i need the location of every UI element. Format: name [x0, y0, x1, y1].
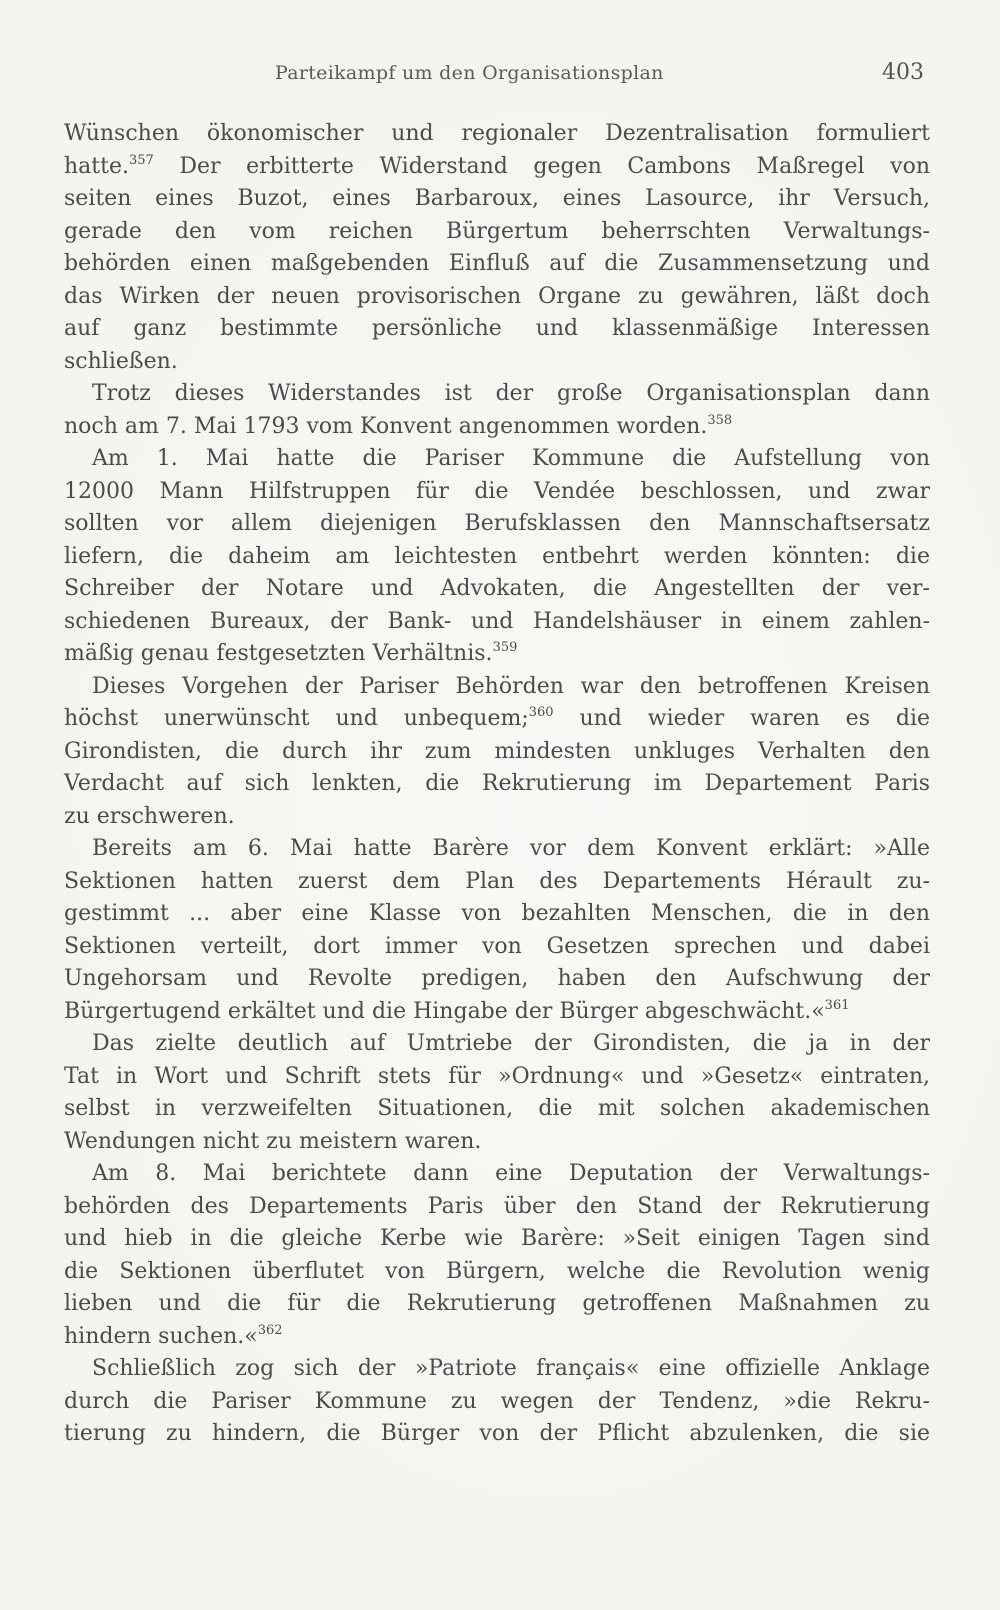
line-text: Schließlich zog sich der »Patriote français« eine offizielle Anklage [92, 1356, 930, 1381]
footnote-marker: 359 [492, 640, 518, 655]
text-line [64, 671, 930, 704]
text-line [64, 1223, 930, 1256]
line-text: lieben und die für die Rekrutierung getroffenen Maßnahmen zu [64, 1291, 930, 1316]
text-line [64, 1191, 930, 1224]
line-text: durch die Pariser Kommune zu wegen der Tendenz, »die Rekru- [64, 1388, 930, 1414]
text-line [64, 151, 930, 184]
text-line [64, 833, 930, 866]
text-line [64, 541, 930, 574]
running-title: Parteikampf um den Organisationsplan [275, 62, 664, 84]
text-line [64, 1418, 930, 1451]
text-line [64, 216, 930, 249]
text-line [64, 866, 930, 899]
text-line [64, 1093, 930, 1126]
text-line [64, 248, 930, 281]
text-line [64, 1256, 930, 1289]
text-line [64, 313, 930, 346]
line-text: Bürgertugend erkältet und die Hingabe der Bürger abgeschwächt.« [64, 998, 825, 1024]
text-line [64, 443, 930, 476]
line-text: Das zielte deutlich auf Umtriebe der Girondisten, die ja in der [92, 1031, 930, 1056]
line-text: hindern suchen.« [64, 1323, 258, 1349]
page-number: 403 [882, 60, 924, 85]
text-line [64, 931, 930, 964]
line-text: höchst unerwünscht und unbequem; [64, 706, 529, 731]
text-line [64, 411, 930, 444]
line-text: Tat in Wort und Schrift stets für »Ordnung« und »Gesetz« eintraten, [64, 1063, 930, 1089]
line-text: Trotz dieses Widerstandes ist der große Organisationsplan dann [92, 381, 930, 406]
line-text: Wendungen nicht zu meistern waren. [64, 1128, 482, 1154]
line-text: Wünschen ökonomischer und regionaler Dezentralisation formuliert [64, 121, 930, 146]
text-line [64, 1061, 930, 1094]
text-line [64, 736, 930, 769]
text-line [64, 638, 930, 671]
text-line [64, 1353, 930, 1386]
text-line [64, 573, 930, 606]
text-line [64, 476, 930, 509]
line-text: liefern, die daheim am leichtesten entbehrt werden könnten: die [64, 543, 930, 569]
line-text: mäßig genau festgesetzten Verhältnis. [64, 641, 493, 666]
line-text: noch am 7. Mai 1793 vom Konvent angenommen worden. [64, 413, 708, 439]
text-line [64, 606, 930, 639]
text-line [64, 346, 930, 379]
line-text: Bereits am 6. Mai hatte Barère vor dem Konvent erklärt: »Alle [92, 836, 930, 861]
line-text: sollten vor allem diejenigen Berufsklassen den Mannschaftsersatz [64, 511, 930, 536]
line-text: zu erschweren. [64, 803, 235, 829]
running-header [0, 62, 1000, 92]
text-line [64, 703, 930, 736]
line-text: Am 1. Mai hatte die Pariser Kommune die Aufstellung von [92, 446, 930, 471]
text-line [64, 1028, 930, 1061]
text-line [64, 118, 930, 151]
line-text: Schreiber der Notare und Advokaten, die Angestellten der ver- [64, 576, 930, 601]
line-text-continued: und wieder waren es die [553, 706, 930, 731]
text-line [64, 508, 930, 541]
line-text: Verdacht auf sich lenkten, die Rekrutierung im Departement Paris [64, 771, 930, 796]
line-text: gestimmt ... aber eine Klasse von bezahlten Menschen, die in den [64, 901, 930, 926]
text-line [64, 1386, 930, 1419]
line-text: gerade den vom reichen Bürgertum beherrschten Verwaltungs- [64, 218, 930, 244]
text-line [64, 768, 930, 801]
footnote-marker: 361 [824, 997, 850, 1013]
text-line [64, 996, 930, 1029]
line-text: auf ganz bestimmte persönliche und klassenmäßige Interessen [64, 316, 930, 341]
line-text: Sektionen hatten zuerst dem Plan des Departements Hérault zu- [64, 868, 930, 894]
footnote-marker: 358 [707, 412, 733, 428]
text-line [64, 898, 930, 931]
line-text: schließen. [64, 348, 178, 374]
text-line [64, 963, 930, 996]
line-text: Dieses Vorgehen der Pariser Behörden war den betroffenen Kreisen [92, 673, 930, 699]
text-line [64, 281, 930, 314]
line-text-continued: Der erbitterte Widerstand gegen Cambons Maßregel von [153, 153, 930, 179]
line-text: und hieb in die gleiche Kerbe wie Barère: »Seit einigen Tagen sind [64, 1226, 930, 1251]
line-text: das Wirken der neuen provisorischen Organe zu gewähren, läßt doch [64, 283, 930, 309]
line-text: tierung zu hindern, die Bürger von der Pflicht abzulenken, die sie [64, 1421, 930, 1446]
line-text: Ungehorsam und Revolte predigen, haben den Aufschwung der [64, 966, 930, 991]
line-text: hatte. [64, 153, 129, 179]
text-line [64, 1126, 930, 1159]
footnote-marker: 362 [257, 1322, 283, 1338]
line-text: behörden einen maßgebenden Einfluß auf die Zusammensetzung und [64, 251, 930, 276]
body-text [64, 118, 930, 1451]
line-text: schiedenen Bureaux, der Bank- und Handelshäuser in einem zahlen- [64, 608, 930, 634]
line-text: selbst in verzweifelten Situationen, die mit solchen akademischen [64, 1096, 930, 1121]
line-text: seiten eines Buzot, eines Barbaroux, eines Lasource, ihr Versuch, [64, 186, 930, 211]
text-line [64, 1158, 930, 1191]
text-line [64, 801, 930, 834]
line-text: Am 8. Mai berichtete dann eine Deputation der Verwaltungs- [92, 1161, 930, 1186]
text-line [64, 378, 930, 411]
text-line [64, 1321, 930, 1354]
footnote-marker: 360 [528, 705, 554, 720]
line-text: die Sektionen überflutet von Bürgern, welche die Revolution wenig [64, 1258, 930, 1284]
footnote-marker: 357 [128, 152, 154, 168]
line-text: behörden des Departements Paris über den Stand der Rekrutierung [64, 1193, 930, 1219]
line-text: Sektionen verteilt, dort immer von Gesetzen sprechen und dabei [64, 933, 930, 959]
line-text: Girondisten, die durch ihr zum mindesten unkluges Verhalten den [64, 738, 930, 764]
text-line [64, 1288, 930, 1321]
line-text: 12000 Mann Hilfstruppen für die Vendée beschlossen, und zwar [64, 478, 930, 504]
text-line [64, 183, 930, 216]
